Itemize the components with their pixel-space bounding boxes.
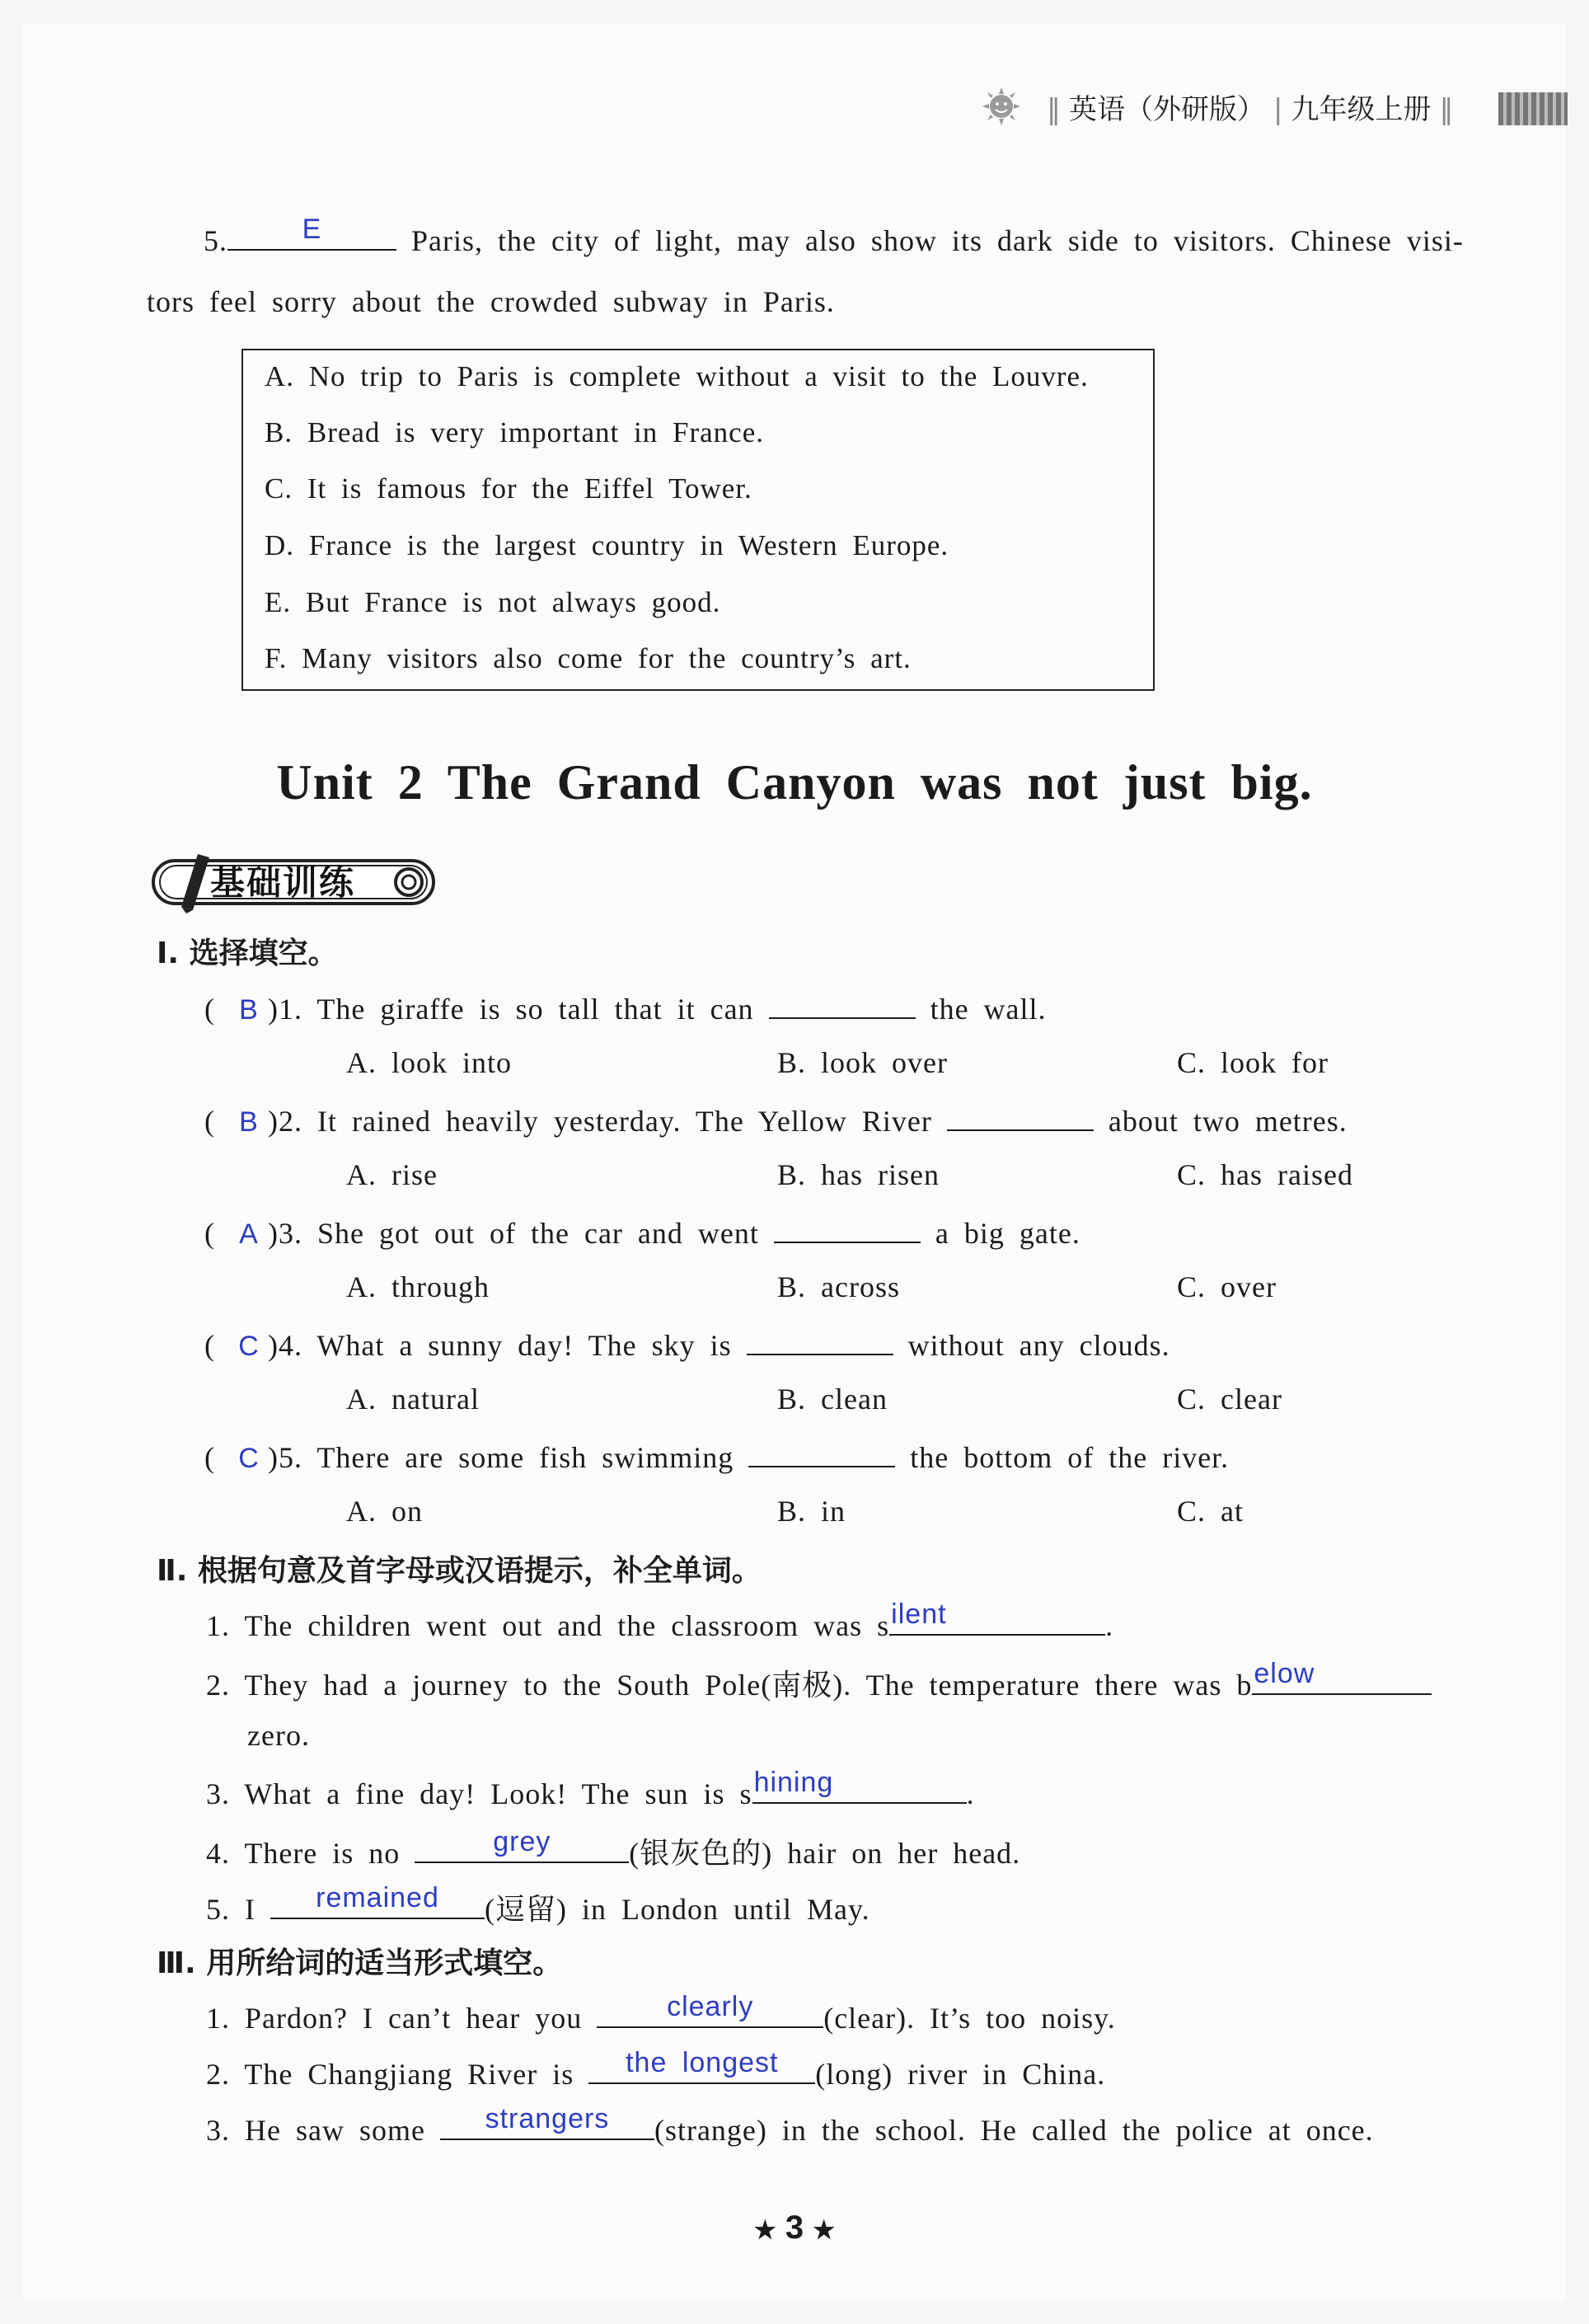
s1-q5-after: the bottom of the river. [910,1441,1230,1474]
s1-q4 [204,1326,1170,1363]
s2-q2-answer: elow [1254,1658,1315,1689]
header-divider: ‖ [1047,93,1061,126]
s2-q1-blank[interactable] [889,1599,1105,1636]
s2-q3-before: 3. What a fine day! Look! The sun is s [206,1777,752,1810]
s1-q3 [204,1214,1080,1251]
header-grade: 九年级上册 [1291,93,1432,126]
s1-q1-blank[interactable] [769,989,916,1019]
s1-q4-after: without any clouds. [907,1329,1170,1362]
s1-q2-after: about two metres. [1108,1105,1348,1138]
paren-open: ( [204,993,215,1026]
s2-q5-answer: remained [316,1882,439,1913]
s3-q1-before: 1. Pardon? I can’t hear you [206,2002,583,2035]
s1-q3-choice-b: B. across [777,1270,900,1303]
section2-title: Ⅱ. 根据句意及首字母或汉语提示，补全单词。 [157,1554,762,1588]
s1-q2-answer[interactable]: B [239,1106,259,1138]
s3-q2-after: (long) river in China. [815,2058,1106,2091]
paren-open: ( [204,1441,215,1474]
s1-q1-choice-c: C. look for [1177,1046,1329,1079]
s3-q3-blank[interactable] [440,2103,654,2140]
page-number [0,2209,1589,2247]
options-box [241,349,1155,691]
s1-q4-choice-a: A. natural [346,1383,480,1416]
header-subject: 英语（外研版） [1069,93,1265,126]
s1-q5-choice-c: C. at [1177,1495,1244,1528]
s1-q1-num: )1. [268,993,302,1026]
s1-q3-choice-a: A. through [346,1270,490,1303]
s3-q3-answer: strangers [485,2103,610,2134]
s1-q3-answer[interactable]: A [239,1218,259,1250]
q5-text2: tors feel sorry about the crowded subway in Paris. [147,285,835,318]
s2-q4-answer: grey [493,1826,551,1857]
paren-open: ( [204,1329,215,1362]
s2-q1 [206,1599,1114,1643]
q5-number: 5. [204,224,227,257]
s1-q2-choice-c: C. has raised [1177,1158,1353,1191]
s3-q2-blank[interactable] [588,2047,815,2084]
s1-q2-num: )2. [268,1105,302,1138]
s3-q2 [206,2047,1106,2092]
s1-q5-choice-b: B. in [777,1495,846,1528]
s1-q1-choice-a: A. look into [346,1046,513,1079]
s3-q2-before: 2. The Changjiang River is [206,2058,574,2091]
header-divider: | [1273,93,1283,126]
section3-title: Ⅲ. 用所给词的适当形式填空。 [157,1946,563,1980]
s3-q1 [206,1991,1116,2035]
s2-q3-blank[interactable] [752,1767,967,1804]
s2-q2-before: 2. They had a journey to the South Pole(南极). The temperature there was b [206,1669,1253,1702]
s2-q5-blank[interactable] [270,1882,485,1919]
s1-q4-answer[interactable]: C [238,1331,260,1362]
star-icon: ★ [813,2217,836,2244]
option-a: A. No trip to Paris is complete without a visit to the Louvre. [265,360,1089,392]
s1-q3-choice-c: C. over [1177,1270,1277,1303]
s1-q5-blank[interactable] [748,1438,895,1467]
sun-icon [981,86,1022,127]
s1-q2-choice-a: A. rise [346,1158,438,1191]
s1-q5 [204,1438,1229,1475]
s2-q5 [206,1882,870,1928]
s2-q4-before: 4. There is no [206,1837,401,1870]
s2-q1-answer: ilent [891,1599,947,1630]
s1-q4-choice-b: B. clean [777,1383,888,1416]
s1-q5-before: There are some fish swimming [316,1441,734,1474]
reading-q5-line1 [204,214,1464,258]
s1-q4-num: )4. [268,1329,302,1362]
s1-q4-choice-c: C. clear [1177,1383,1282,1416]
s1-q2-blank[interactable] [947,1101,1094,1131]
s2-q3-answer: hining [753,1767,834,1798]
paren-open: ( [204,1105,215,1138]
s2-q3-after: . [966,1777,975,1810]
s1-q1-choice-b: B. look over [777,1046,948,1079]
section1-title: Ⅰ. 选择填空。 [157,937,338,970]
s1-q1-after: the wall. [930,993,1047,1026]
s1-q3-num: )3. [268,1217,302,1250]
q5-text1: Paris, the city of light, may also show its dark side to visitors. Chinese visi- [411,224,1464,257]
s2-q5-before: 5. I [206,1893,255,1926]
page-number-value: 3 [785,2209,804,2246]
badge-label: 基础训练 [210,862,356,903]
s3-q1-after: (clear). It’s too noisy. [823,2002,1116,2035]
s2-q2 [206,1658,1432,1704]
s1-q5-num: )5. [268,1441,302,1474]
s2-q5-after: (逗留) in London until May. [485,1893,870,1926]
s1-q1-before: The giraffe is so tall that it can [316,993,754,1026]
option-c: C. It is famous for the Eiffel Tower. [265,472,752,505]
s1-q3-before: She got out of the car and went [317,1217,759,1250]
s3-q3-after: (strange) in the school. He called the police at once. [654,2114,1374,2147]
star-icon: ★ [753,2217,776,2244]
header-divider: ‖ [1439,93,1454,126]
s2-q1-before: 1. The children went out and the classroom was s [206,1609,890,1642]
s2-q3 [206,1767,975,1811]
s3-q3 [206,2103,1374,2148]
s1-q3-after: a big gate. [935,1217,1080,1250]
s1-q4-before: What a sunny day! The sky is [316,1329,732,1362]
paren-open: ( [204,1217,215,1250]
s1-q2 [204,1101,1348,1139]
s2-q2-line2: zero. [247,1719,310,1752]
s1-q1 [204,989,1047,1026]
header-bar [1498,92,1568,125]
s2-q1-after: . [1105,1609,1114,1642]
s1-q3-blank[interactable] [774,1214,921,1243]
option-b: B. Bread is very important in France. [265,416,764,448]
s3-q1-blank[interactable] [597,1991,823,2028]
s2-q4 [206,1826,1021,1872]
option-e: E. But France is not always good. [265,586,721,618]
s1-q5-answer[interactable]: C [238,1443,260,1474]
s2-q4-after: (银灰色的) hair on her head. [629,1837,1021,1870]
s1-q5-choice-a: A. on [346,1495,423,1528]
q5-answer: E [302,214,322,245]
header [1038,87,1461,127]
s1-q1-answer[interactable]: B [239,994,259,1026]
unit-title: Unit 2 The Grand Canyon was not just big. [276,755,1313,810]
s3-q3-before: 3. He saw some [206,2114,425,2147]
s3-q1-answer: clearly [667,1991,754,2022]
s2-q4-blank[interactable] [415,1826,629,1863]
s3-q2-answer: the longest [626,2047,779,2078]
option-f: F. Many visitors also come for the country’s art. [265,642,912,674]
s2-q2-blank[interactable] [1252,1658,1432,1695]
option-d: D. France is the largest country in Western Europe. [265,529,949,561]
s1-q2-before: It rained heavily yesterday. The Yellow River [317,1105,932,1138]
q5-blank[interactable] [227,214,396,251]
s1-q4-blank[interactable] [747,1326,893,1355]
s1-q2-choice-b: B. has risen [777,1158,940,1191]
